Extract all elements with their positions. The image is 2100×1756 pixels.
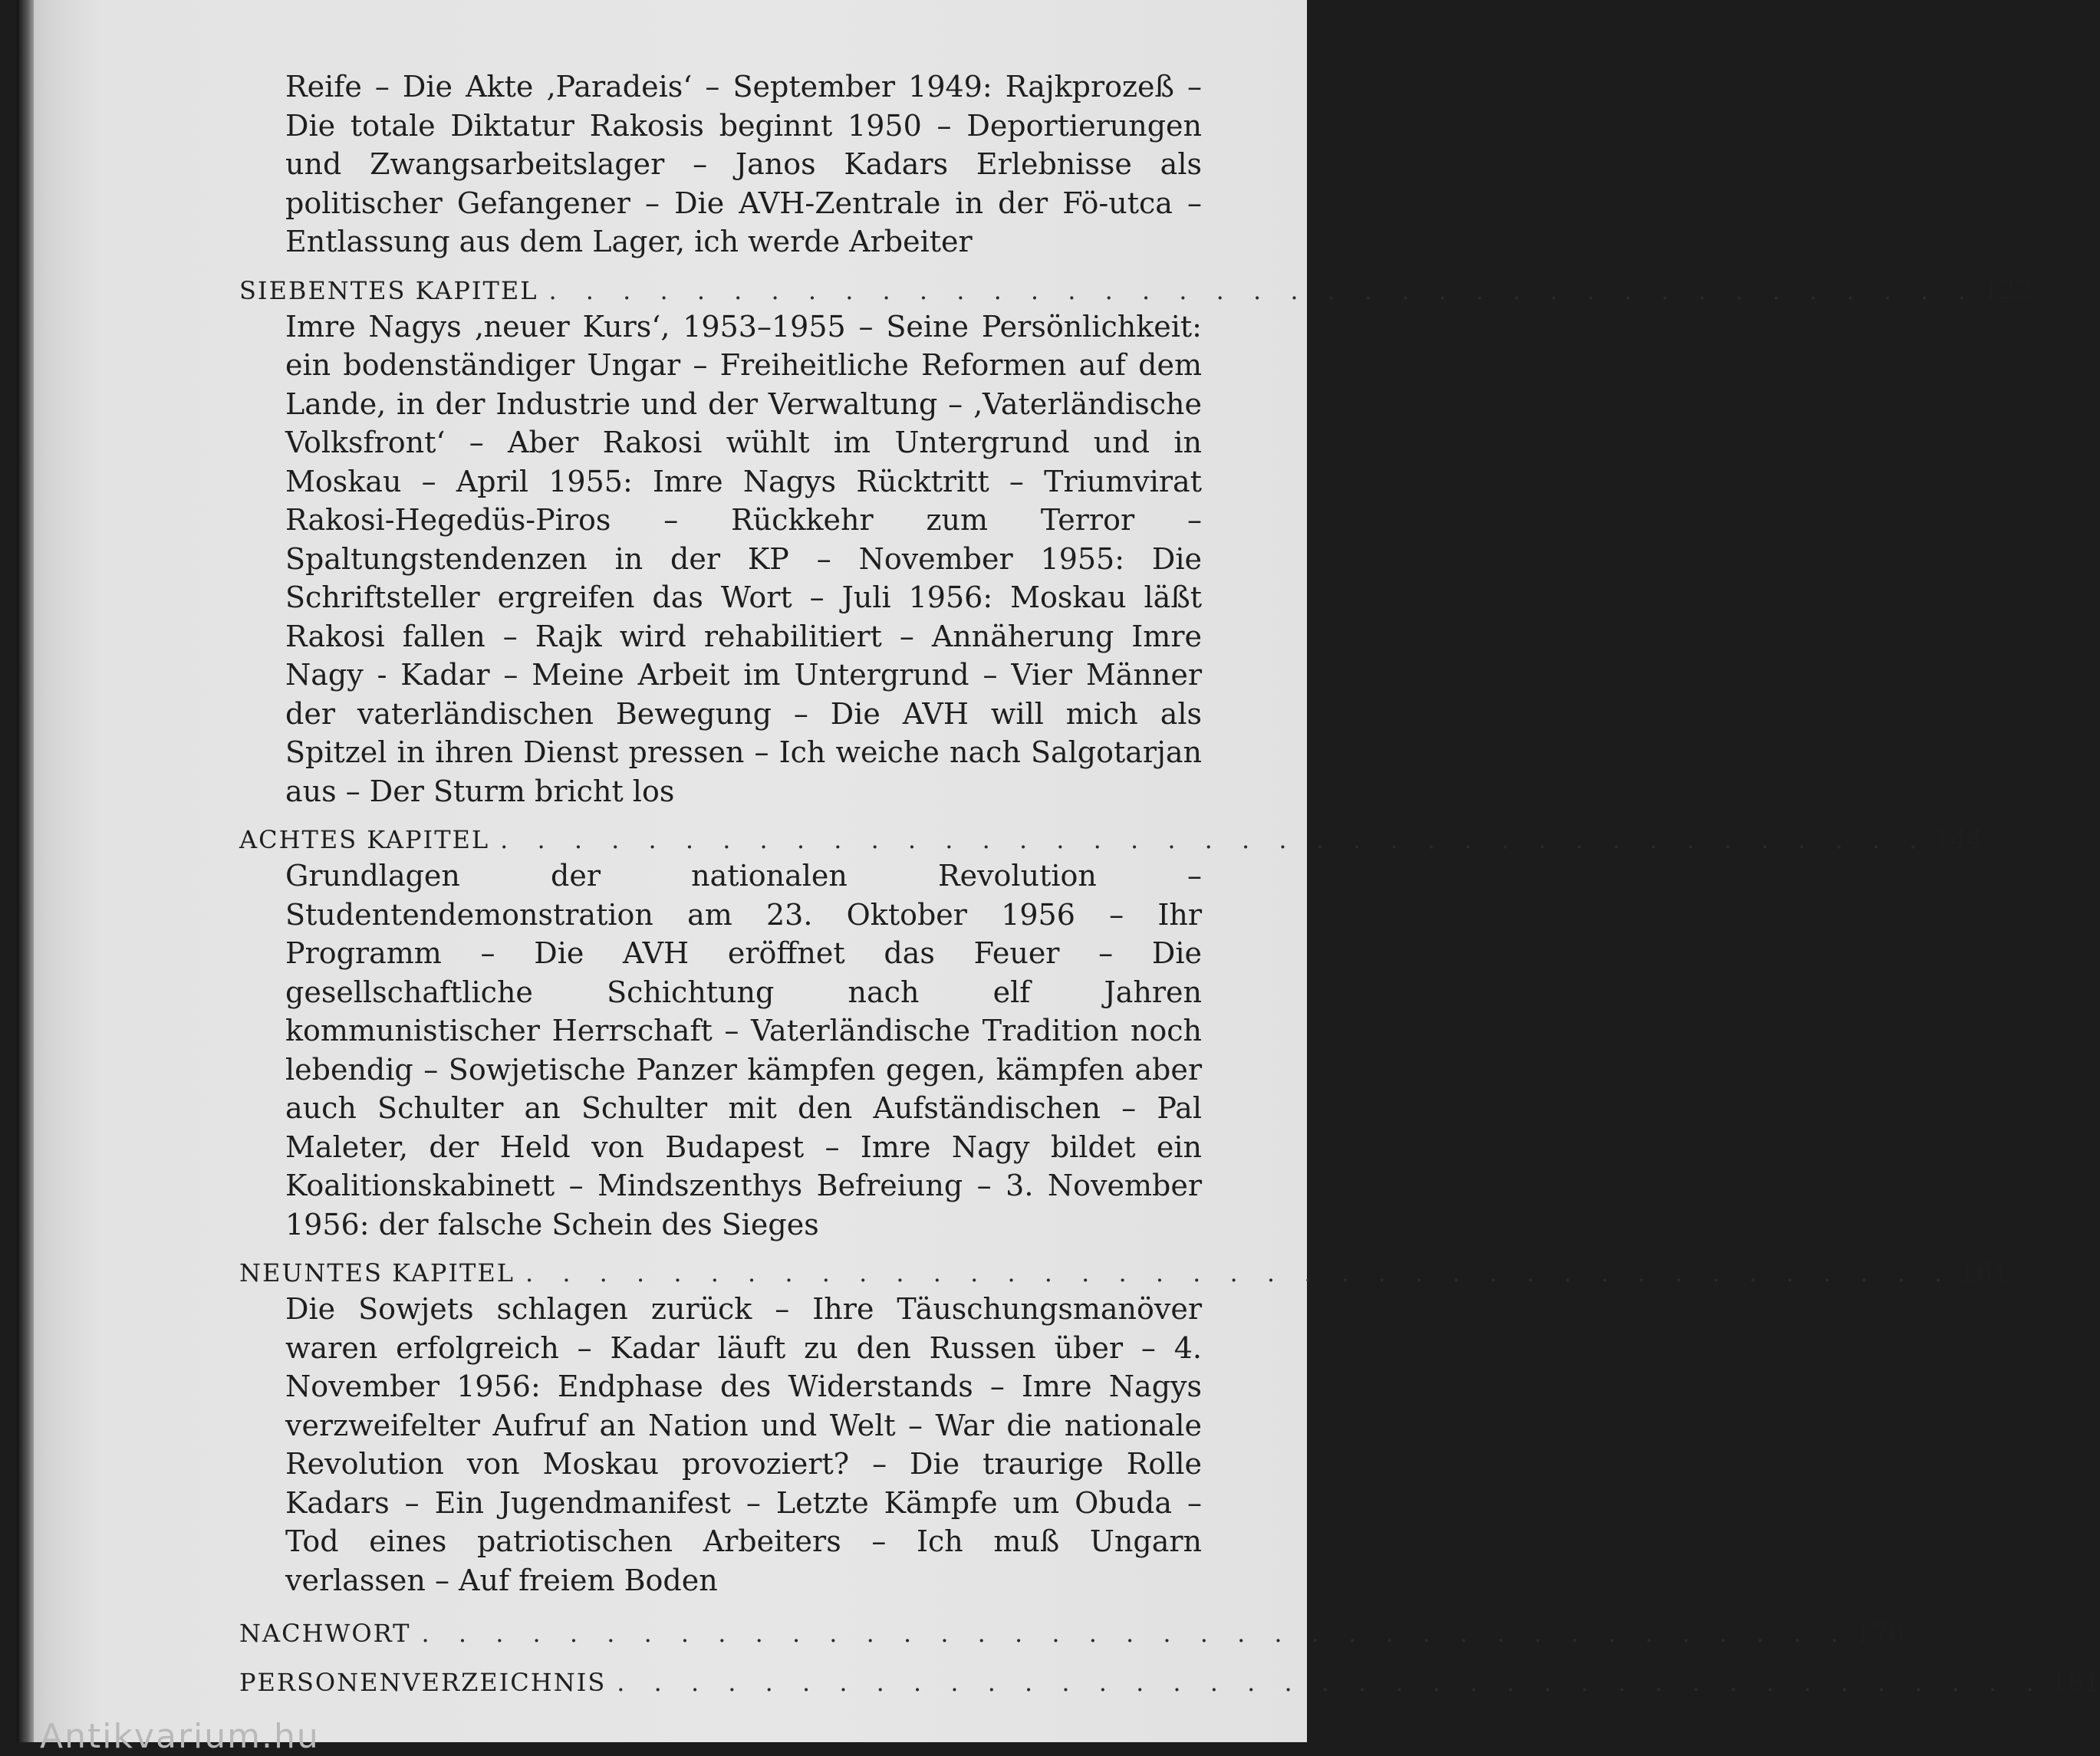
leader-dots: . . . . . . . . . . . . . . . . . . . . . . . . . . . . . . . . . . . . . . . bbox=[500, 825, 1928, 854]
chapter-summary: Grundlagen der nationalen Revolution – Studentendemonstration am 23. Oktober 1956 – Ihr Programm – Die AVH eröffnet das Feuer – Die gesellschaftliche Schichtung nach elf Jahren kommunistischer Herrschaft – Vaterländische Tradition noch lebendig – Sowjetische Panzer kämpfen gegen, kämpfen aber auch Schulter an Schulter mit den Aufständischen – Pal Maleter, der Held von Budapest – Imre Nagy bildet ein Koalitionskabinett – Mindszenthys Befreiung – 3. November 1956: der falsche Schein des Sieges bbox=[285, 859, 1202, 1241]
leader-dots: . . . . . . . . . . . . . . . . . . . . . . . . . . . . . . . . . . . . . . . bbox=[421, 1619, 1849, 1648]
toc-entry-neuntes-kapitel[interactable] bbox=[239, 1258, 2009, 1288]
book-page bbox=[17, 0, 2100, 1756]
chapter-title: ACHTES KAPITEL bbox=[239, 825, 490, 854]
leader-dots: . . . . . . . . . . . . . . . . . . . . . . . . . . . . . . . . . . . . . . . bbox=[548, 275, 1977, 305]
page-binding-edge bbox=[17, 0, 34, 1742]
chapter-title: SIEBENTES KAPITEL bbox=[239, 275, 538, 305]
leader-dots: . . . . . . . . . . . . . . . . . . . . . . . . . . . . . . . . . . . . . . . bbox=[617, 1668, 2045, 1697]
section-title: PERSONENVERZEICHNIS bbox=[239, 1668, 607, 1697]
section-title: NACHWORT bbox=[239, 1619, 411, 1648]
table-of-contents bbox=[239, 67, 2100, 1699]
chapter-summary: Imre Nagys ‚neuer Kurs‘, 1953–1955 – Seine Persönlichkeit: ein bodenständiger Ungar – Freiheitliche Reformen auf dem Lande, in der Industrie und der Verwaltung – ‚Vaterländische Volksfront‘ – Aber Rakosi wühlt im Untergrund und in Moskau – April 1955: Imre Nagys Rücktritt – Triumvirat Rakosi-Hegedüs-Piros – Rückkehr zum Terror – Spaltungstendenzen in der KP – November 1955: Die Schriftsteller ergreifen das Wort – Juli 1956: Moskau läßt Rakosi fallen – Rajk wird rehabilitiert – Annäherung Imre Nagy - Kadar – Meine Arbeit im Untergrund – Vier Männer der vaterländischen Bewegung – Die AVH will mich als Spitzel in ihren Dienst pressen – Ich weiche nach Salgotarjan aus – Der Sturm bricht los bbox=[285, 309, 1202, 808]
page-number: 161 bbox=[1959, 1258, 2009, 1288]
page-number: 176 bbox=[1855, 1618, 1905, 1649]
chapter-summary: Die Sowjets schlagen zurück – Ihre Täuschungsmanöver waren erfolgreich – Kadar läuft zu den Russen über – 4. November 1956: Endphase des Widerstands – Imre Nagys verzweifelter Aufruf an Nation und Welt – War die nationale Revolution von Moskau provoziert? – Die traurige Rolle Kadars – Ein Jugendmanifest – Letzte Kämpfe um Obuda – Tod eines patriotischen Arbeiters – Ich muß Ungarn verlassen – Auf freiem Boden bbox=[285, 1292, 1202, 1597]
page-number: 122 bbox=[1982, 275, 2033, 306]
continued-chapter-summary: Reife – Die Akte ‚Paradeis‘ – September 1949: Rajkprozeß – Die totale Diktatur Rakosis beginnt 1950 – Deportierungen und Zwangsarbeitslager – Janos Kadars Erlebnisse als politischer Gefangener – Die AVH-Zentrale in der Fö-utca – Entlassung aus dem Lager, ich werde Arbeiter bbox=[285, 70, 1202, 258]
toc-entry-siebentes-kapitel[interactable] bbox=[239, 275, 2033, 306]
toc-entry-achtes-kapitel[interactable] bbox=[239, 824, 1984, 855]
page-number: 144 bbox=[1934, 824, 1984, 855]
toc-entry-nachwort[interactable] bbox=[239, 1618, 1905, 1649]
watermark: Antikvarium.hu bbox=[40, 1717, 320, 1756]
chapter-title: NEUNTES KAPITEL bbox=[239, 1258, 515, 1287]
leader-dots: . . . . . . . . . . . . . . . . . . . . . . . . . . . . . . . . . . . . . . . bbox=[525, 1258, 1954, 1287]
toc-entry-personenverzeichnis[interactable] bbox=[239, 1667, 2100, 1698]
page-number: 181 bbox=[2050, 1667, 2100, 1698]
